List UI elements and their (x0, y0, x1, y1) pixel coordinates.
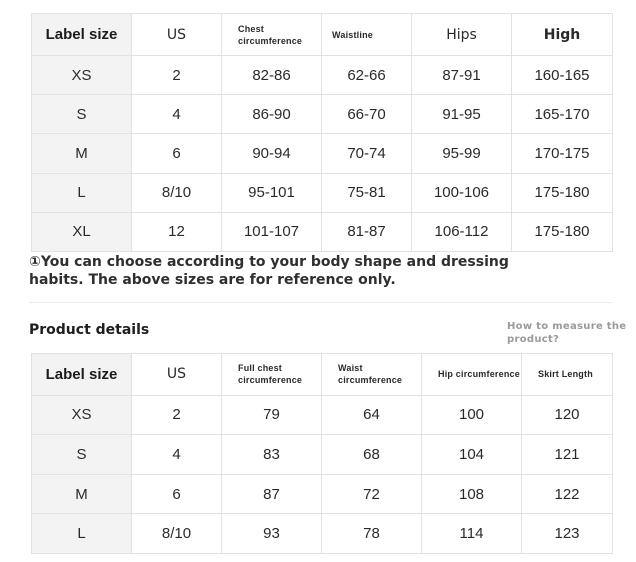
table-row (32, 395, 613, 435)
cell-size: S (32, 435, 132, 475)
cell-waist: 62-66 (322, 56, 412, 95)
cell-us: 8/10 (132, 173, 222, 212)
cell-skirt-length: 122 (522, 474, 613, 514)
cell-waist: 75-81 (322, 173, 412, 212)
cell-hips: 91-95 (412, 95, 512, 134)
cell-hips: 87-91 (412, 56, 512, 95)
size-note (29, 253, 509, 289)
header-hips: Hips (412, 14, 512, 56)
cell-chest: 79 (222, 395, 322, 435)
cell-size: L (32, 514, 132, 554)
table-row (32, 514, 613, 554)
cell-waist: 66-70 (322, 95, 412, 134)
cell-chest: 95-101 (222, 173, 322, 212)
table-row (32, 474, 613, 514)
cell-waist: 72 (322, 474, 422, 514)
table-row (32, 212, 613, 251)
cell-us: 6 (132, 134, 222, 173)
header-skirt-length: Skirt Length (522, 354, 613, 396)
cell-us: 4 (132, 435, 222, 475)
cell-hip: 108 (422, 474, 522, 514)
cell-size: M (32, 134, 132, 173)
cell-us: 2 (132, 395, 222, 435)
table-row (32, 95, 613, 134)
table-row (32, 173, 613, 212)
cell-waist: 70-74 (322, 134, 412, 173)
cell-size: XS (32, 395, 132, 435)
section-divider (29, 302, 613, 303)
cell-chest: 93 (222, 514, 322, 554)
cell-waist: 64 (322, 395, 422, 435)
size-chart-body (32, 14, 613, 252)
cell-us: 6 (132, 474, 222, 514)
size-note-line-2: habits. The above sizes are for reference only. (29, 272, 396, 288)
cell-chest: 90-94 (222, 134, 322, 173)
cell-hip: 100 (422, 395, 522, 435)
how-to-measure-line-1: How to measure the (507, 321, 627, 332)
cell-high: 175-180 (512, 212, 613, 251)
header-us: US (132, 354, 222, 396)
product-details-table (31, 353, 613, 554)
how-to-measure-link[interactable] (507, 320, 627, 346)
cell-hips: 95-99 (412, 134, 512, 173)
cell-size: XS (32, 56, 132, 95)
cell-hips: 106-112 (412, 212, 512, 251)
cell-chest: 87 (222, 474, 322, 514)
header-label-size: Label size (32, 354, 132, 396)
header-full-chest: Full chest circumference (222, 354, 322, 396)
cell-skirt-length: 123 (522, 514, 613, 554)
cell-size: M (32, 474, 132, 514)
table-row (32, 134, 613, 173)
cell-waist: 78 (322, 514, 422, 554)
cell-chest: 86-90 (222, 95, 322, 134)
product-details-body (32, 354, 613, 554)
cell-us: 8/10 (132, 514, 222, 554)
table-row (32, 435, 613, 475)
cell-waist: 68 (322, 435, 422, 475)
cell-us: 4 (132, 95, 222, 134)
header-waistline: Waistline (322, 14, 412, 56)
product-details-title: Product details (29, 322, 150, 338)
header-label-size: Label size (32, 14, 132, 56)
header-us: US (132, 14, 222, 56)
cell-us: 12 (132, 212, 222, 251)
cell-skirt-length: 121 (522, 435, 613, 475)
cell-skirt-length: 120 (522, 395, 613, 435)
product-details-header-row (32, 354, 613, 396)
size-note-line-1: ①You can choose according to your body shape and dressing (29, 254, 509, 270)
cell-chest: 83 (222, 435, 322, 475)
cell-chest: 101-107 (222, 212, 322, 251)
header-high: High (512, 14, 613, 56)
cell-size: L (32, 173, 132, 212)
size-chart-header-row (32, 14, 613, 56)
cell-high: 170-175 (512, 134, 613, 173)
table-row (32, 56, 613, 95)
size-chart-table (31, 13, 613, 252)
how-to-measure-line-2: product? (507, 334, 560, 345)
cell-hips: 100-106 (412, 173, 512, 212)
cell-chest: 82-86 (222, 56, 322, 95)
cell-hip: 114 (422, 514, 522, 554)
cell-waist: 81-87 (322, 212, 412, 251)
header-hip: Hip circumference (422, 354, 522, 396)
cell-size: XL (32, 212, 132, 251)
cell-high: 175-180 (512, 173, 613, 212)
cell-hip: 104 (422, 435, 522, 475)
header-waist: Waist circumference (322, 354, 422, 396)
cell-us: 2 (132, 56, 222, 95)
header-chest: Chest circumference (222, 14, 322, 56)
cell-high: 165-170 (512, 95, 613, 134)
cell-high: 160-165 (512, 56, 613, 95)
cell-size: S (32, 95, 132, 134)
